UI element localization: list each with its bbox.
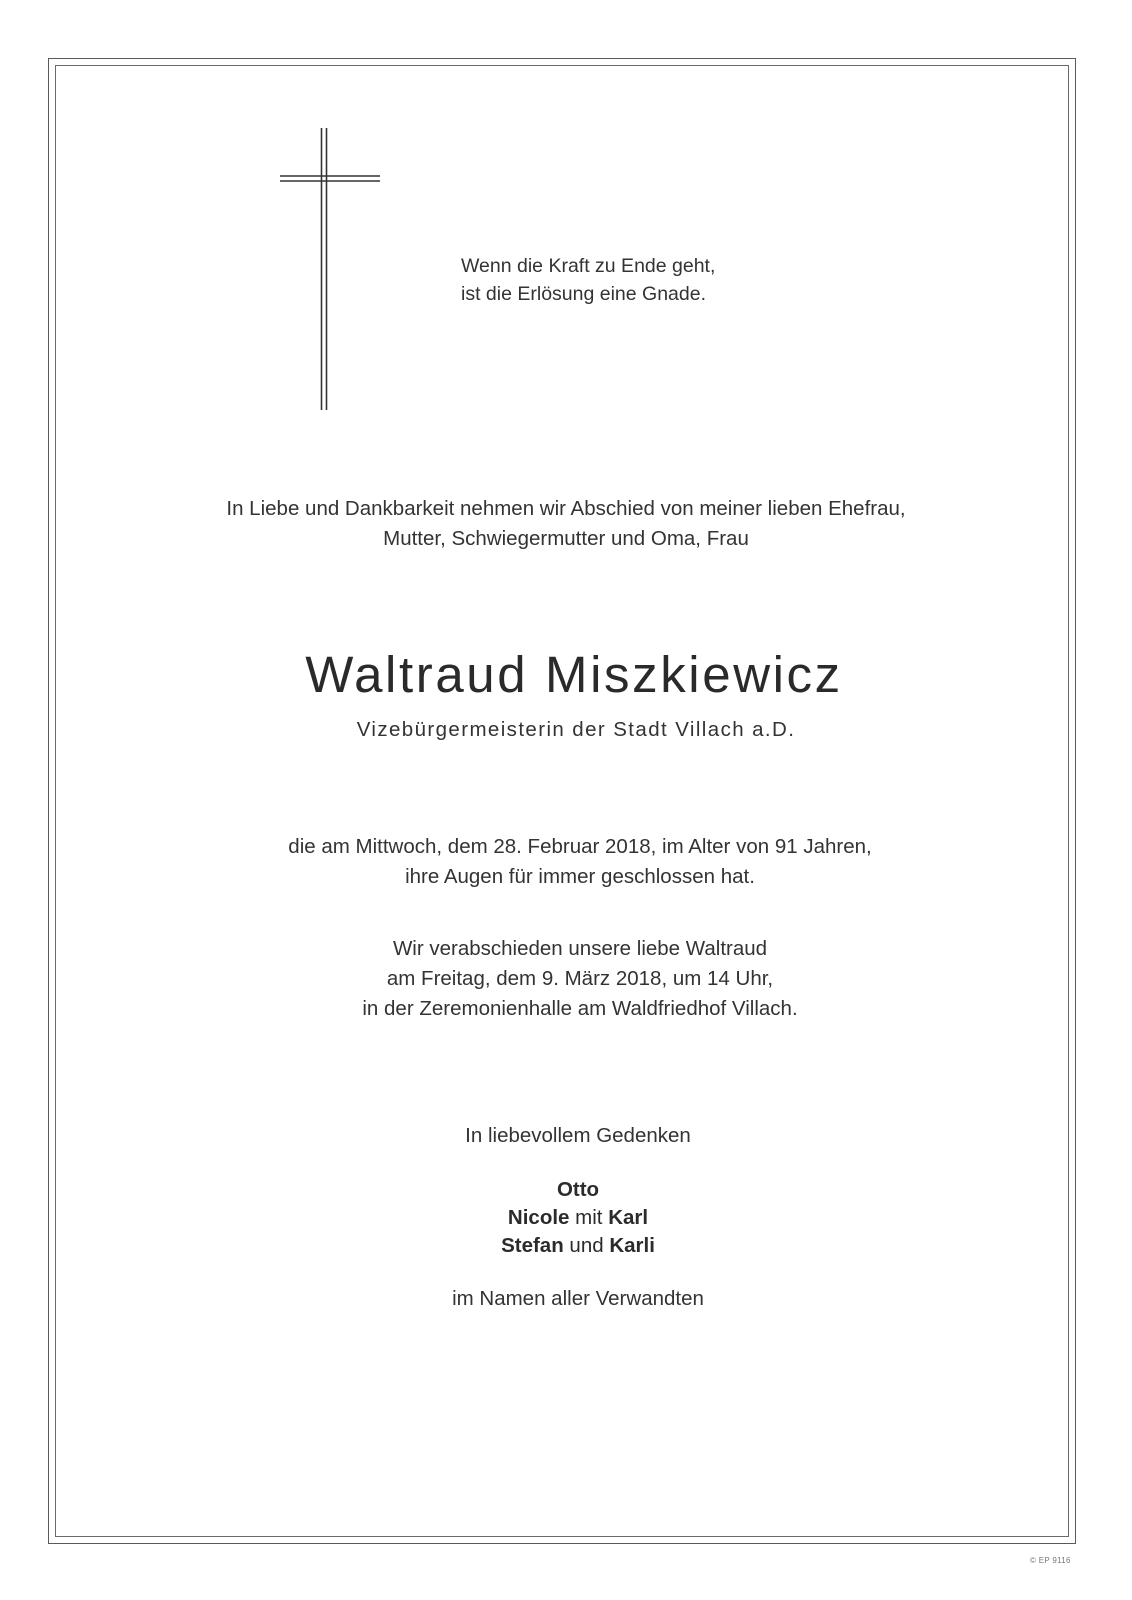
funeral-line: Wir verabschieden unsere liebe Waltraud xyxy=(392,937,768,960)
funeral-line: in der Zeremonienhalle am Waldfriedhof Villach. xyxy=(362,997,798,1020)
family-row xyxy=(12,1204,1132,1232)
intro-text xyxy=(0,494,1132,554)
family-row xyxy=(12,1176,1132,1204)
funeral-line: am Freitag, dem 9. März 2018, um 14 Uhr, xyxy=(386,967,774,990)
deceased-name: Waltraud Miszkiewicz xyxy=(305,646,843,703)
family-member: Karl xyxy=(608,1206,649,1229)
cross-icon xyxy=(280,128,380,410)
intro-line: Mutter, Schwiegermutter und Oma, Frau xyxy=(383,527,749,550)
family-member: Nicole xyxy=(507,1206,570,1229)
memory-line: In liebevollem Gedenken xyxy=(465,1124,691,1147)
family-names xyxy=(0,1176,1132,1260)
family-row xyxy=(12,1232,1132,1260)
family-member: Stefan xyxy=(501,1234,564,1257)
funeral-details xyxy=(0,934,1132,1024)
family-joiner: mit xyxy=(575,1206,603,1229)
family-member: Karli xyxy=(609,1234,655,1257)
family-joiner: und xyxy=(569,1234,604,1257)
death-notice-line: ihre Augen für immer geschlossen hat. xyxy=(405,865,755,888)
deceased-title: Vizebürgermeisterin der Stadt Villach a.D. xyxy=(356,718,796,741)
motto-verse xyxy=(461,252,715,308)
motto-line: Wenn die Kraft zu Ende geht, xyxy=(461,255,716,277)
death-notice xyxy=(0,832,1132,892)
family-member: Otto xyxy=(556,1178,600,1201)
intro-line: In Liebe und Dankbarkeit nehmen wir Abschied von meiner lieben Ehefrau, xyxy=(226,497,906,520)
print-code: © EP 9116 xyxy=(1030,1556,1071,1565)
motto-line: ist die Erlösung eine Gnade. xyxy=(461,283,706,305)
death-notice-line: die am Mittwoch, dem 28. Februar 2018, im Alter von 91 Jahren, xyxy=(288,835,872,858)
on-behalf-line: im Namen aller Verwandten xyxy=(452,1287,704,1310)
